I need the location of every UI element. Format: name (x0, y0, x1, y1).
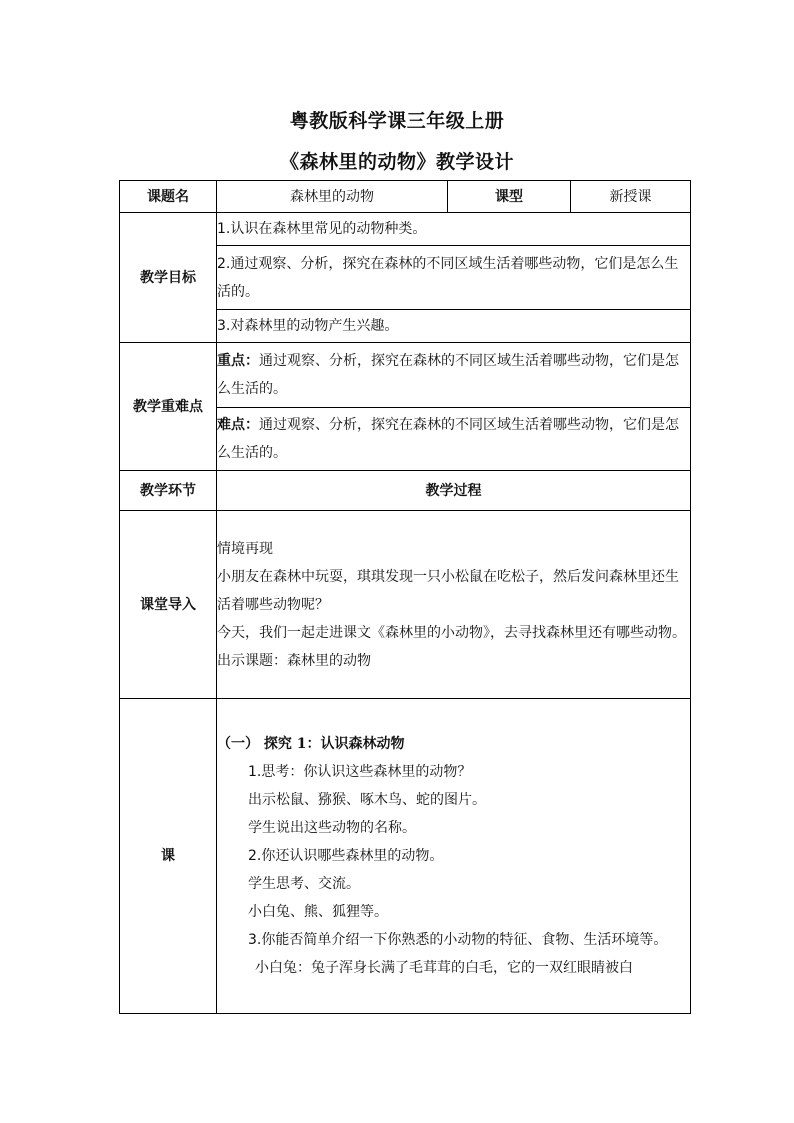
intro-line: 小朋友在森林中玩耍，琪琪发现一只小松鼠在吃松子，然后发问森林里还生活着哪些动物呢？ (217, 568, 679, 613)
goal-item: 2.通过观察、分析，探究在森林的不同区域生活着哪些动物，它们是怎么生活的。 (217, 246, 691, 310)
intro-label: 课堂导入 (120, 511, 217, 699)
lesson-line: 出示松鼠、猕猴、啄木鸟、蛇的图片。 (248, 792, 486, 808)
process-header: 教学过程 (217, 471, 691, 511)
lesson-plan-table (119, 180, 691, 1014)
difficult-point (217, 408, 691, 471)
table-row (120, 181, 691, 213)
topic-value: 森林里的动物 (217, 181, 448, 213)
lesson-type-label: 课型 (448, 181, 571, 213)
goal-item: 3.对森林里的动物产生兴趣。 (217, 310, 691, 343)
key-point (217, 343, 691, 408)
lesson-line: 1.思考：你认识这些森林里的动物？ (248, 764, 472, 780)
difficult-point-text: 通过观察、分析，探究在森林的不同区域生活着哪些动物，它们是怎么生活的。 (217, 417, 679, 461)
key-point-text: 通过观察、分析，探究在森林的不同区域生活着哪些动物，它们是怎么生活的。 (217, 353, 679, 397)
goals-label: 教学目标 (120, 213, 217, 343)
document-title: 粤教版科学课三年级上册 (289, 110, 505, 132)
section-heading: （一） 探究 1：认识森林动物 (217, 736, 405, 752)
table-row (120, 343, 691, 408)
lesson-line: 学生思考、交流。 (248, 876, 360, 892)
lesson-line: 小白兔：兔子浑身长满了毛茸茸的白毛，它的一双红眼睛被白 (255, 960, 633, 976)
difficult-point-label: 难点： (217, 417, 259, 433)
intro-content (217, 511, 691, 699)
lesson-line: 3.你能否简单介绍一下你熟悉的小动物的特征、食物、生活环境等。 (248, 932, 668, 948)
lesson-label: 课 (120, 699, 217, 1014)
topic-label: 课题名 (120, 181, 217, 213)
table-row (120, 213, 691, 246)
goal-item: 1.认识在森林里常见的动物种类。 (217, 213, 691, 246)
intro-line: 今天，我们一起走进课文《森林里的小动物》，去寻找森林里还有哪些动物。 (217, 624, 686, 641)
step-header: 教学环节 (120, 471, 217, 511)
table-row (120, 699, 691, 1014)
lesson-content (217, 699, 691, 1014)
lesson-line: 2.你还认识哪些森林里的动物。 (248, 848, 444, 864)
lesson-line: 学生说出这些动物的名称。 (248, 820, 416, 836)
table-row (120, 511, 691, 699)
key-point-label: 重点： (217, 353, 259, 369)
lesson-type-value: 新授课 (571, 181, 691, 213)
intro-line: 出示课题：森林里的动物 (217, 652, 371, 669)
intro-line: 情境再现 (217, 540, 273, 557)
lesson-line: 小白兔、熊、狐狸等。 (248, 904, 388, 920)
keypoints-label: 教学重难点 (120, 343, 217, 471)
document-subtitle: 《森林里的动物》教学设计 (279, 151, 514, 173)
table-row (120, 471, 691, 511)
